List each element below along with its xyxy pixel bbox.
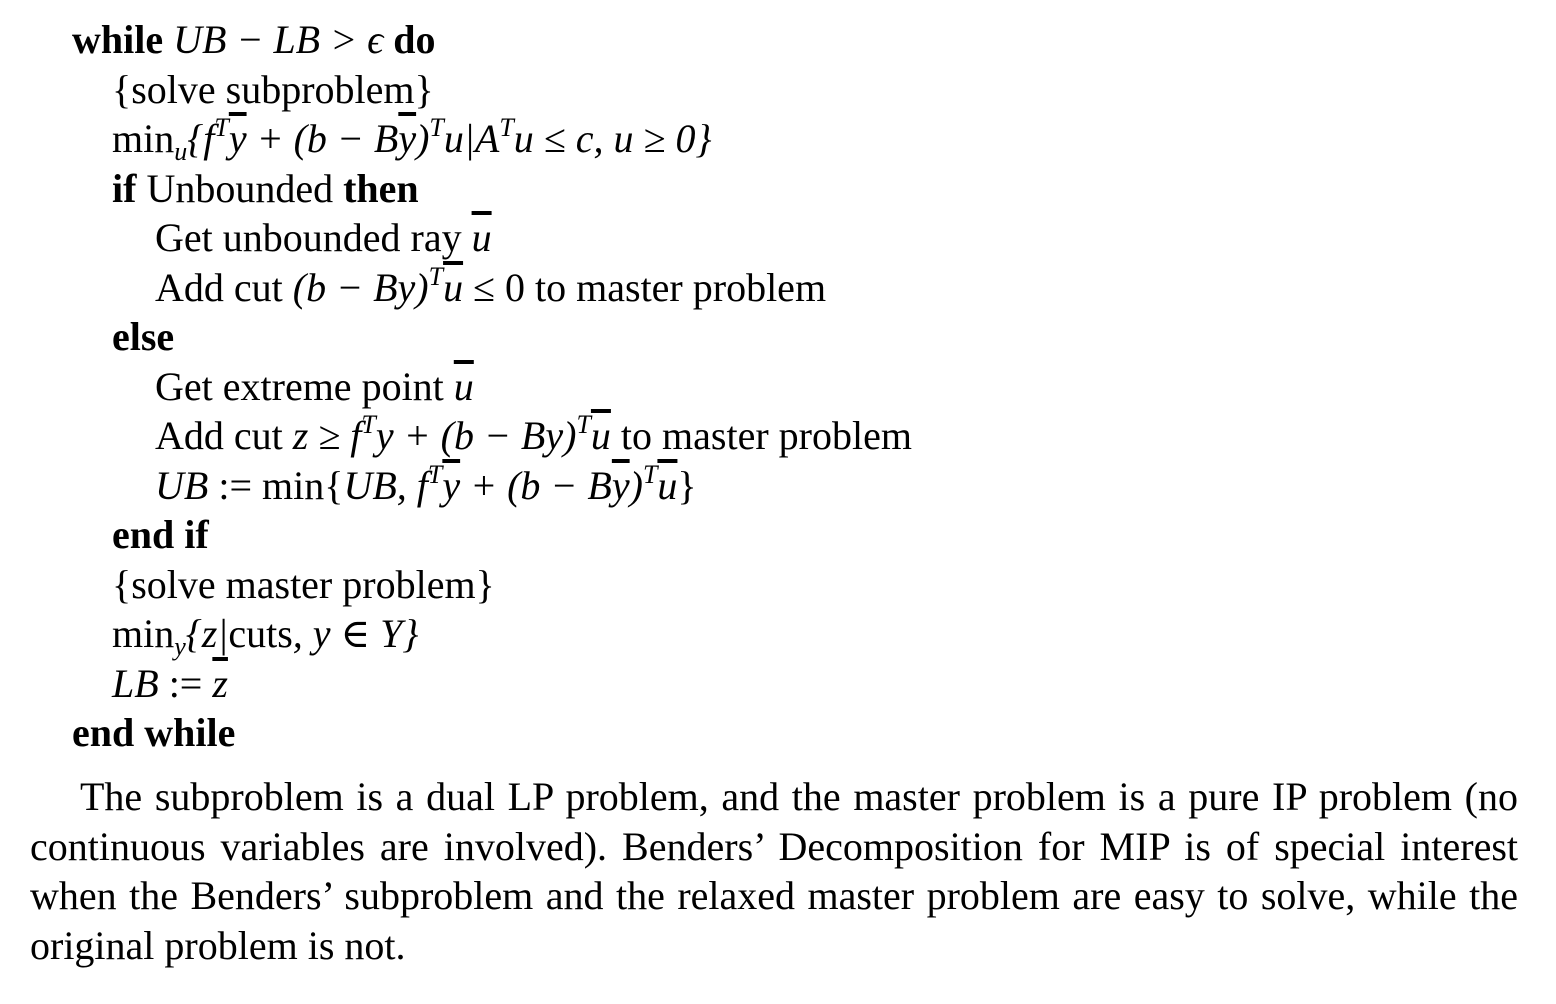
- formula-part: z ≥ f: [292, 413, 362, 458]
- y-bar: $\overline{y}$: [398, 116, 417, 161]
- formula-part: }: [677, 463, 697, 508]
- comment-solve-subproblem: {solve subproblem}: [112, 67, 434, 112]
- if-line: [112, 165, 419, 213]
- end-while-keyword: end while: [72, 710, 236, 755]
- u-bar: $\overline{u}$: [590, 413, 611, 458]
- y-bar: $\overline{y}$: [442, 463, 461, 508]
- formula-part: {f: [187, 116, 215, 161]
- add-feasibility-cut-line: [155, 264, 826, 312]
- u-bar: $\overline{u}$: [657, 463, 678, 508]
- y-bar: $\overline{y}$: [611, 463, 630, 508]
- get-ray-line: [155, 214, 492, 262]
- min-operator: min: [112, 116, 175, 161]
- add-cut-text: Add cut: [155, 265, 283, 310]
- formula-part: , y ∈ Y}: [292, 611, 419, 656]
- transpose-mark: T: [499, 113, 514, 142]
- while-line: [72, 16, 435, 64]
- upper-bound-update-line: [155, 462, 697, 510]
- formula-part: u ≤ c, u ≥ 0}: [513, 116, 712, 161]
- explanation-paragraph: The subproblem is a dual LP problem, and the master problem is a pure IP problem (no continuous variables are involved). Benders’ Decomposition for MIP is of special interest when the Benders’ subproblem and the relaxed master problem are easy to solve, while the original problem is not.: [30, 774, 1518, 968]
- u-bar: $\overline{u}$: [471, 215, 492, 260]
- unbounded-text: Unbounded: [146, 166, 334, 211]
- while-condition: UB − LB > ϵ: [173, 17, 384, 62]
- min-subscript: y: [174, 632, 186, 661]
- u-bar: $\overline{u}$: [453, 364, 474, 409]
- formula-part: u|A: [443, 116, 500, 161]
- transpose-mark: T: [214, 113, 229, 142]
- then-keyword: then: [343, 166, 419, 211]
- get-extreme-point-line: [155, 363, 474, 411]
- cut-tail-text: ≤ 0 to master problem: [473, 265, 827, 310]
- get-extreme-text: Get extreme point: [155, 364, 444, 409]
- cut-tail-text: to master problem: [620, 413, 912, 458]
- lower-bound-update-line: [112, 660, 228, 708]
- comment-solve-master: {solve master problem}: [112, 562, 495, 607]
- add-cut-text: Add cut: [155, 413, 283, 458]
- transpose-mark: T: [361, 410, 376, 439]
- transpose-mark: T: [428, 262, 444, 291]
- master-problem-formula: [112, 610, 419, 661]
- formula-part: + (b − B: [246, 116, 399, 161]
- end-if-keyword: end if: [112, 512, 209, 557]
- if-keyword: if: [112, 166, 137, 211]
- do-keyword: do: [393, 17, 436, 62]
- z-bar: $\overline{z}$: [212, 661, 228, 706]
- formula-part: ): [416, 116, 430, 161]
- transpose-mark: T: [576, 410, 591, 439]
- formula-part: y + (b − By): [375, 413, 577, 458]
- cuts-text: cuts: [228, 611, 293, 656]
- else-keyword: else: [112, 314, 175, 359]
- transpose-mark: T: [429, 113, 444, 142]
- u-bar: $\overline{u}$: [443, 265, 464, 310]
- min-operator: min: [112, 611, 175, 656]
- formula-part: {z|: [185, 611, 229, 656]
- while-keyword: while: [72, 17, 164, 62]
- formula-part: UB, f: [343, 463, 428, 508]
- transpose-mark: T: [642, 460, 658, 489]
- subproblem-formula: [112, 113, 712, 166]
- y-bar: $\overline{y}$: [228, 116, 247, 161]
- assign-min: := min{: [218, 463, 344, 508]
- get-ray-text: Get unbounded ray: [155, 215, 462, 260]
- transpose-mark: T: [427, 460, 443, 489]
- lb-symbol: LB: [112, 661, 159, 706]
- formula-part: ): [629, 463, 643, 508]
- min-subscript: u: [174, 137, 188, 166]
- add-optimality-cut-line: [155, 412, 912, 460]
- ub-symbol: UB: [155, 463, 209, 508]
- formula-part: + (b − B: [460, 463, 612, 508]
- formula-part: (b − By): [292, 265, 429, 310]
- assign-operator: :=: [168, 661, 203, 706]
